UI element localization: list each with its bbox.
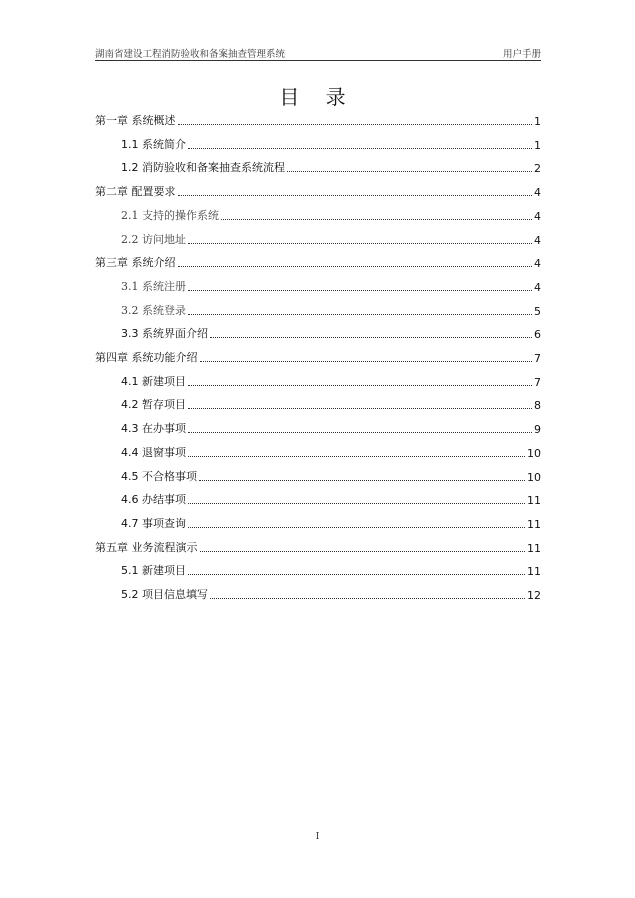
toc-entry-label: 1.2 消防验收和备案抽查系统流程 [121,161,285,175]
toc-leader-dots [199,479,525,481]
toc-leader-dots [210,336,532,338]
toc-entry-label: 4.2 暂存项目 [121,398,186,412]
toc-section-entry[interactable] [121,491,541,507]
toc-leader-dots [287,170,532,172]
toc-leader-dots [188,526,525,528]
toc-leader-dots [188,242,532,244]
toc-entry-label: 4.6 办结事项 [121,493,186,507]
header-manual-label: 用户手册 [502,49,541,60]
toc-section-entry[interactable] [121,207,541,223]
toc-section-entry[interactable] [121,515,541,531]
toc-entry-label: 5.2 项目信息填写 [121,588,208,601]
page-header [95,44,541,61]
toc-entry-label: 4.5 不合格事项 [121,469,197,483]
toc-entry-label: 4.7 事项查询 [121,516,186,530]
toc-entry-label: 第五章 业务流程演示 [95,540,198,554]
toc-title: 目 录 [279,85,356,109]
toc-entry-label: 3.3 系统界面介绍 [121,327,208,341]
toc-section-entry[interactable] [121,373,541,389]
toc-chapter-entry[interactable] [95,112,541,128]
toc-entry-page: 12 [527,589,541,602]
header-document-title: 湖南省建设工程消防验收和备案抽查管理系统 [95,49,286,60]
toc-entry-label: 第一章 系统概述 [95,114,176,127]
toc-entry-label: 4.4 退窗事项 [121,445,186,459]
toc-leader-dots [188,455,525,457]
toc-entry-page: 4 [534,257,541,271]
toc-leader-dots [188,502,525,504]
toc-leader-dots [188,407,532,409]
toc-entry-page: 4 [534,186,541,200]
toc-leader-dots [200,550,526,552]
toc-leader-dots [210,597,525,599]
toc-entry-page: 2 [534,162,541,176]
toc-section-entry[interactable] [121,562,541,578]
toc-entry-label: 5.1 新建项目 [121,564,186,578]
toc-entry-page: 1 [534,138,541,152]
toc-entry-label: 4.3 在办事项 [121,422,186,436]
toc-section-entry[interactable] [121,325,541,341]
toc-leader-dots [188,313,532,315]
toc-entry-page: 4 [534,280,541,294]
toc-entry-page: 5 [534,304,541,318]
toc-leader-dots [188,431,532,433]
toc-entry-page: 1 [534,115,541,128]
toc-leader-dots [221,218,532,220]
toc-entry-page: 11 [527,541,541,555]
toc-entry-page: 4 [534,233,541,247]
toc-section-entry[interactable] [121,420,541,436]
toc-entry-page: 4 [534,209,541,223]
toc-section-entry[interactable] [121,278,541,294]
toc-chapter-entry[interactable] [95,539,541,555]
toc-section-entry[interactable] [121,302,541,318]
toc-entry-page: 10 [527,470,541,484]
toc-entry-label: 第二章 配置要求 [95,185,176,199]
toc-entry-page: 6 [534,328,541,342]
toc-entry-label: 3.2 系统登录 [121,303,186,317]
toc-entry-label: 4.1 新建项目 [121,374,186,388]
toc-entry-page: 10 [527,446,541,460]
toc-section-entry[interactable] [121,231,541,247]
toc-leader-dots [188,289,532,291]
toc-section-entry[interactable] [121,586,541,602]
toc-entry-page: 11 [527,494,541,508]
toc-section-entry[interactable] [121,136,541,152]
toc-leader-dots [200,360,533,362]
toc-leader-dots [178,194,533,196]
toc-entry-label: 3.1 系统注册 [121,279,186,293]
toc-entry-label: 第三章 系统介绍 [95,256,176,270]
toc-entry-label: 2.1 支持的操作系统 [121,208,219,222]
toc-chapter-entry[interactable] [95,254,541,270]
toc-leader-dots [178,123,533,125]
toc-section-entry[interactable] [121,444,541,460]
toc-section-entry[interactable] [121,396,541,412]
toc-section-entry[interactable] [121,159,541,175]
toc-leader-dots [178,265,533,267]
toc-entry-page: 9 [534,423,541,437]
toc-entry-label: 第四章 系统功能介绍 [95,351,198,364]
toc-entry-label: 1.1 系统简介 [121,137,186,151]
page-number: I [315,832,320,842]
toc-leader-dots [188,384,532,386]
toc-entry-page: 7 [534,352,541,365]
toc-section-entry[interactable] [121,468,541,484]
toc-entry-page: 8 [534,399,541,413]
toc-leader-dots [188,573,525,575]
toc-entry-page: 7 [534,375,541,389]
toc-entry-label: 2.2 访问地址 [121,232,186,246]
toc-entry-page: 11 [527,565,541,579]
toc-leader-dots [188,147,532,149]
toc-chapter-entry[interactable] [95,183,541,199]
toc-entry-page: 11 [527,517,541,531]
toc-chapter-entry[interactable] [95,349,541,365]
